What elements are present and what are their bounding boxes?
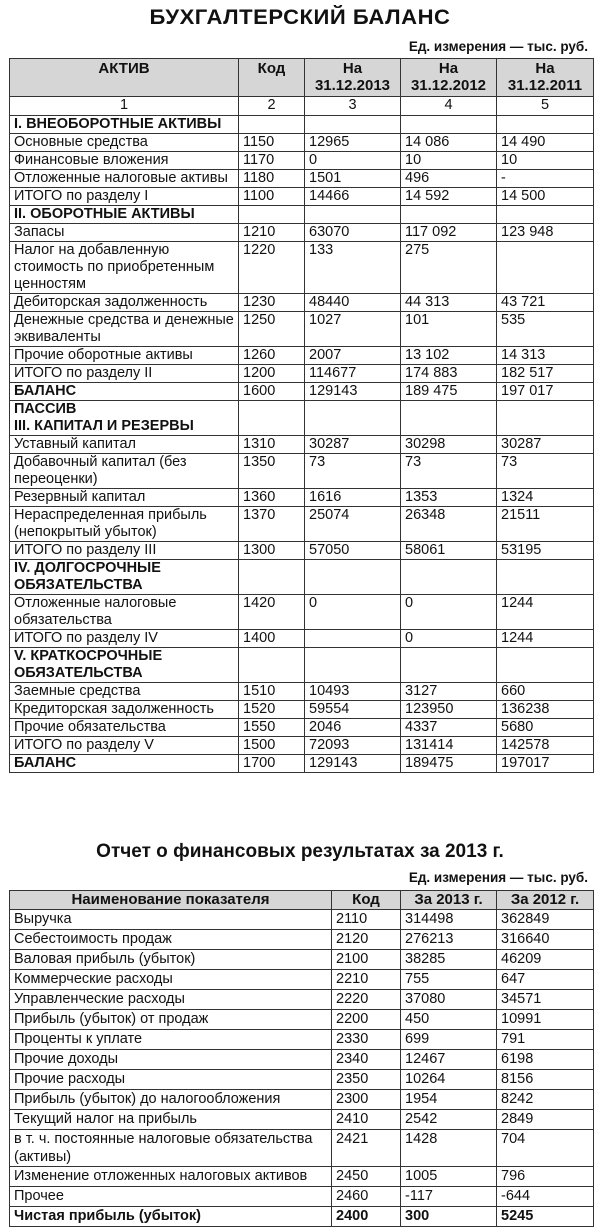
value-2013	[305, 116, 401, 134]
row-label: ИТОГО по разделу IV	[10, 630, 239, 648]
value-2011	[497, 648, 594, 683]
table-row	[10, 1090, 594, 1110]
value-2012: -644	[497, 1187, 594, 1207]
table-row	[10, 755, 594, 773]
table-row	[10, 542, 594, 560]
balance-title: БУХГАЛТЕРСКИЙ БАЛАНС	[149, 6, 451, 29]
table-row	[10, 950, 594, 970]
row-label: Прочие расходы	[10, 1070, 332, 1090]
row-label: в т. ч. постоянные налоговые обязательства (активы)	[10, 1130, 332, 1167]
value-2013: 12965	[305, 134, 401, 152]
value-2013	[305, 206, 401, 224]
row-label: Основные средства	[10, 134, 239, 152]
row-code: 1400	[239, 630, 305, 648]
row-code: 1370	[239, 507, 305, 542]
header-2013: На 31.12.2013	[305, 59, 401, 97]
table-row	[10, 454, 594, 489]
row-label: Текущий налог на прибыль	[10, 1110, 332, 1130]
row-code: 2330	[332, 1030, 401, 1050]
value-2012: 30298	[401, 436, 497, 454]
row-label: Кредиторская задолженность	[10, 701, 239, 719]
value-2012: 362849	[497, 910, 594, 930]
value-2012: 34571	[497, 990, 594, 1010]
row-code: 2210	[332, 970, 401, 990]
row-label: Дебиторская задолженность	[10, 294, 239, 312]
row-label: ИТОГО по разделу V	[10, 737, 239, 755]
balance-table	[9, 58, 594, 773]
col-number: 2	[239, 97, 305, 116]
row-label: ПАССИВ III. КАПИТАЛ И РЕЗЕРВЫ	[10, 401, 239, 436]
value-2013: 2046	[305, 719, 401, 737]
row-code	[239, 116, 305, 134]
row-label: Прочие обязательства	[10, 719, 239, 737]
value-2012: 131414	[401, 737, 497, 755]
value-2012: 6198	[497, 1050, 594, 1070]
value-2012: 791	[497, 1030, 594, 1050]
col-number: 5	[497, 97, 594, 116]
value-2013: 37080	[401, 990, 497, 1010]
value-2013: 1428	[401, 1130, 497, 1167]
row-code: 2460	[332, 1187, 401, 1207]
row-code: 2400	[332, 1207, 401, 1227]
row-code: 2410	[332, 1110, 401, 1130]
value-2012	[401, 560, 497, 595]
value-2013: 1501	[305, 170, 401, 188]
value-2011	[497, 242, 594, 294]
row-label: Резервный капитал	[10, 489, 239, 507]
row-code: 2340	[332, 1050, 401, 1070]
value-2011: 5680	[497, 719, 594, 737]
value-2011	[497, 206, 594, 224]
value-2013: 12467	[401, 1050, 497, 1070]
row-code: 2421	[332, 1130, 401, 1167]
value-2012: 2849	[497, 1110, 594, 1130]
table-row	[10, 224, 594, 242]
value-2012: 647	[497, 970, 594, 990]
value-2012: 0	[401, 630, 497, 648]
row-label: Прибыль (убыток) от продаж	[10, 1010, 332, 1030]
value-2013	[305, 401, 401, 436]
row-label: V. КРАТКОСРОЧНЫЕ ОБЯЗАТЕЛЬСТВА	[10, 648, 239, 683]
value-2013: 0	[305, 152, 401, 170]
value-2012: 101	[401, 312, 497, 347]
table-row	[10, 312, 594, 347]
value-2013: 59554	[305, 701, 401, 719]
row-label: Валовая прибыль (убыток)	[10, 950, 332, 970]
row-code: 2110	[332, 910, 401, 930]
row-code: 2300	[332, 1090, 401, 1110]
value-2012: 496	[401, 170, 497, 188]
table-row	[10, 242, 594, 294]
row-label: ИТОГО по разделу III	[10, 542, 239, 560]
value-2013: 1027	[305, 312, 401, 347]
value-2013: 1616	[305, 489, 401, 507]
table-row	[10, 1187, 594, 1207]
value-2012: 8242	[497, 1090, 594, 1110]
row-label: Запасы	[10, 224, 239, 242]
value-2012: 14 592	[401, 188, 497, 206]
row-code: 1500	[239, 737, 305, 755]
row-label: IV. ДОЛГОСРОЧНЫЕ ОБЯЗАТЕЛЬСТВА	[10, 560, 239, 595]
balance-unit: Ед. измерения — тыс. руб.	[408, 39, 588, 54]
value-2013: 10493	[305, 683, 401, 701]
row-label: БАЛАНС	[10, 383, 239, 401]
table-row	[10, 930, 594, 950]
value-2013: 2007	[305, 347, 401, 365]
section-row	[10, 206, 594, 224]
row-code: 1180	[239, 170, 305, 188]
row-label: II. ОБОРОТНЫЕ АКТИВЫ	[10, 206, 239, 224]
header-2011: На 31.12.2011	[497, 59, 594, 97]
row-code: 1220	[239, 242, 305, 294]
row-code: 1310	[239, 436, 305, 454]
row-code: 2450	[332, 1167, 401, 1187]
table-row	[10, 383, 594, 401]
value-2013: 0	[305, 595, 401, 630]
column-number-row	[10, 97, 594, 116]
row-label: Уставный капитал	[10, 436, 239, 454]
value-2012: 174 883	[401, 365, 497, 383]
value-2013: 2542	[401, 1110, 497, 1130]
value-2011: 1244	[497, 630, 594, 648]
row-code: 1200	[239, 365, 305, 383]
value-2013: 755	[401, 970, 497, 990]
header-2012: На 31.12.2012	[401, 59, 497, 97]
table-row	[10, 170, 594, 188]
value-2013: 38285	[401, 950, 497, 970]
value-2011: 21511	[497, 507, 594, 542]
table-row	[10, 990, 594, 1010]
table-row	[10, 1167, 594, 1187]
table-row	[10, 365, 594, 383]
row-label: Заемные средства	[10, 683, 239, 701]
value-2012: 1353	[401, 489, 497, 507]
value-2013: 1005	[401, 1167, 497, 1187]
value-2011: 182 517	[497, 365, 594, 383]
value-2012: 0	[401, 595, 497, 630]
value-2011	[497, 116, 594, 134]
value-2013: 73	[305, 454, 401, 489]
value-2013: 114677	[305, 365, 401, 383]
row-label: Прочие оборотные активы	[10, 347, 239, 365]
value-2012: 189 475	[401, 383, 497, 401]
row-label: Чистая прибыль (убыток)	[10, 1207, 332, 1227]
row-code: 1300	[239, 542, 305, 560]
row-label: Прочие доходы	[10, 1050, 332, 1070]
row-label: Отложенные налоговые обязательства	[10, 595, 239, 630]
table-row	[10, 347, 594, 365]
col-number: 1	[10, 97, 239, 116]
table-row	[10, 910, 594, 930]
table-row	[10, 1070, 594, 1090]
section-row	[10, 116, 594, 134]
table-row	[10, 507, 594, 542]
table-row	[10, 630, 594, 648]
table-row	[10, 701, 594, 719]
value-2012	[401, 401, 497, 436]
value-2013: 300	[401, 1207, 497, 1227]
col-number: 3	[305, 97, 401, 116]
header-code: Код	[239, 59, 305, 97]
row-code: 1170	[239, 152, 305, 170]
value-2013: 314498	[401, 910, 497, 930]
table-row	[10, 1110, 594, 1130]
row-label: Управленческие расходы	[10, 990, 332, 1010]
row-label: Выручка	[10, 910, 332, 930]
value-2013: 699	[401, 1030, 497, 1050]
table-row	[10, 683, 594, 701]
row-code: 2350	[332, 1070, 401, 1090]
row-label: Прочее	[10, 1187, 332, 1207]
value-2011: 43 721	[497, 294, 594, 312]
row-label: ИТОГО по разделу I	[10, 188, 239, 206]
value-2012: 189475	[401, 755, 497, 773]
value-2013: 63070	[305, 224, 401, 242]
row-label: Нераспределенная прибыль (непокрытый убыток)	[10, 507, 239, 542]
table-row	[10, 1050, 594, 1070]
value-2011: -	[497, 170, 594, 188]
value-2013: 14466	[305, 188, 401, 206]
value-2013: -117	[401, 1187, 497, 1207]
value-2012: 73	[401, 454, 497, 489]
value-2011	[497, 401, 594, 436]
value-2012: 316640	[497, 930, 594, 950]
table-row	[10, 1010, 594, 1030]
row-code	[239, 648, 305, 683]
value-2011: 1324	[497, 489, 594, 507]
table-row	[10, 1130, 594, 1167]
section-row	[10, 560, 594, 595]
row-label: I. ВНЕОБОРОТНЫЕ АКТИВЫ	[10, 116, 239, 134]
value-2012: 796	[497, 1167, 594, 1187]
header-asset: АКТИВ	[10, 59, 239, 97]
table-row	[10, 294, 594, 312]
row-code	[239, 206, 305, 224]
row-label: Прибыль (убыток) до налогообложения	[10, 1090, 332, 1110]
row-code: 1350	[239, 454, 305, 489]
table-row	[10, 134, 594, 152]
header-indicator: Наименование показателя	[10, 891, 332, 910]
value-2013: 48440	[305, 294, 401, 312]
row-code: 1600	[239, 383, 305, 401]
value-2011: 30287	[497, 436, 594, 454]
value-2012	[401, 206, 497, 224]
row-code: 1210	[239, 224, 305, 242]
value-2013: 57050	[305, 542, 401, 560]
pnl-header-row	[10, 891, 594, 910]
row-label: ИТОГО по разделу II	[10, 365, 239, 383]
header-2013: За 2013 г.	[401, 891, 497, 910]
value-2012: 5245	[497, 1207, 594, 1227]
value-2012: 58061	[401, 542, 497, 560]
header-2012: За 2012 г.	[497, 891, 594, 910]
value-2013: 10264	[401, 1070, 497, 1090]
pnl-title: Отчет о финансовых результатах за 2013 г.	[96, 841, 504, 862]
value-2012: 10	[401, 152, 497, 170]
row-code: 1510	[239, 683, 305, 701]
section-row	[10, 648, 594, 683]
row-code: 1260	[239, 347, 305, 365]
row-code: 1420	[239, 595, 305, 630]
row-code: 1550	[239, 719, 305, 737]
row-label: Себестоимость продаж	[10, 930, 332, 950]
value-2011: 197017	[497, 755, 594, 773]
value-2011: 123 948	[497, 224, 594, 242]
value-2012: 123950	[401, 701, 497, 719]
table-row	[10, 188, 594, 206]
value-2012: 10991	[497, 1010, 594, 1030]
table-row	[10, 436, 594, 454]
row-code: 1700	[239, 755, 305, 773]
row-code: 1520	[239, 701, 305, 719]
table-row	[10, 1030, 594, 1050]
value-2011: 10	[497, 152, 594, 170]
row-label: Изменение отложенных налоговых активов	[10, 1167, 332, 1187]
value-2011: 136238	[497, 701, 594, 719]
value-2012	[401, 116, 497, 134]
value-2011: 14 490	[497, 134, 594, 152]
row-code	[239, 401, 305, 436]
value-2012: 44 313	[401, 294, 497, 312]
value-2011: 73	[497, 454, 594, 489]
balance-header-row	[10, 59, 594, 97]
value-2011: 14 313	[497, 347, 594, 365]
row-code: 1100	[239, 188, 305, 206]
row-label: Финансовые вложения	[10, 152, 239, 170]
pnl-table	[9, 890, 594, 1227]
row-code: 1230	[239, 294, 305, 312]
value-2013: 276213	[401, 930, 497, 950]
row-code	[239, 560, 305, 595]
value-2011: 53195	[497, 542, 594, 560]
table-row	[10, 737, 594, 755]
value-2012	[401, 648, 497, 683]
table-row	[10, 152, 594, 170]
value-2013: 25074	[305, 507, 401, 542]
value-2012: 46209	[497, 950, 594, 970]
value-2011: 660	[497, 683, 594, 701]
table-row	[10, 595, 594, 630]
value-2011: 142578	[497, 737, 594, 755]
value-2012: 26348	[401, 507, 497, 542]
row-code: 2220	[332, 990, 401, 1010]
value-2013: 1954	[401, 1090, 497, 1110]
value-2013: 133	[305, 242, 401, 294]
value-2012: 704	[497, 1130, 594, 1167]
table-row	[10, 970, 594, 990]
value-2013: 129143	[305, 755, 401, 773]
value-2012: 4337	[401, 719, 497, 737]
row-code: 1360	[239, 489, 305, 507]
row-label: Добавочный капитал (без переоценки)	[10, 454, 239, 489]
value-2013: 30287	[305, 436, 401, 454]
col-number: 4	[401, 97, 497, 116]
row-label: Налог на добавленную стоимость по приобретенным ценностям	[10, 242, 239, 294]
value-2012: 117 092	[401, 224, 497, 242]
value-2013: 129143	[305, 383, 401, 401]
table-row	[10, 1207, 594, 1227]
value-2013	[305, 560, 401, 595]
value-2013	[305, 630, 401, 648]
row-label: БАЛАНС	[10, 755, 239, 773]
row-code: 2100	[332, 950, 401, 970]
value-2012: 14 086	[401, 134, 497, 152]
value-2011: 535	[497, 312, 594, 347]
value-2013	[305, 648, 401, 683]
row-label: Проценты к уплате	[10, 1030, 332, 1050]
value-2011: 197 017	[497, 383, 594, 401]
header-code: Код	[332, 891, 401, 910]
pnl-unit: Ед. измерения — тыс. руб.	[408, 870, 588, 885]
value-2013: 450	[401, 1010, 497, 1030]
row-label: Денежные средства и денежные эквиваленты	[10, 312, 239, 347]
value-2012: 13 102	[401, 347, 497, 365]
section-row	[10, 401, 594, 436]
row-code: 2200	[332, 1010, 401, 1030]
table-row	[10, 719, 594, 737]
value-2013: 72093	[305, 737, 401, 755]
table-row	[10, 489, 594, 507]
row-code: 1250	[239, 312, 305, 347]
value-2012: 275	[401, 242, 497, 294]
row-code: 1150	[239, 134, 305, 152]
value-2011: 14 500	[497, 188, 594, 206]
value-2012: 8156	[497, 1070, 594, 1090]
row-code: 2120	[332, 930, 401, 950]
value-2011: 1244	[497, 595, 594, 630]
value-2012: 3127	[401, 683, 497, 701]
row-label: Коммерческие расходы	[10, 970, 332, 990]
row-label: Отложенные налоговые активы	[10, 170, 239, 188]
value-2011	[497, 560, 594, 595]
